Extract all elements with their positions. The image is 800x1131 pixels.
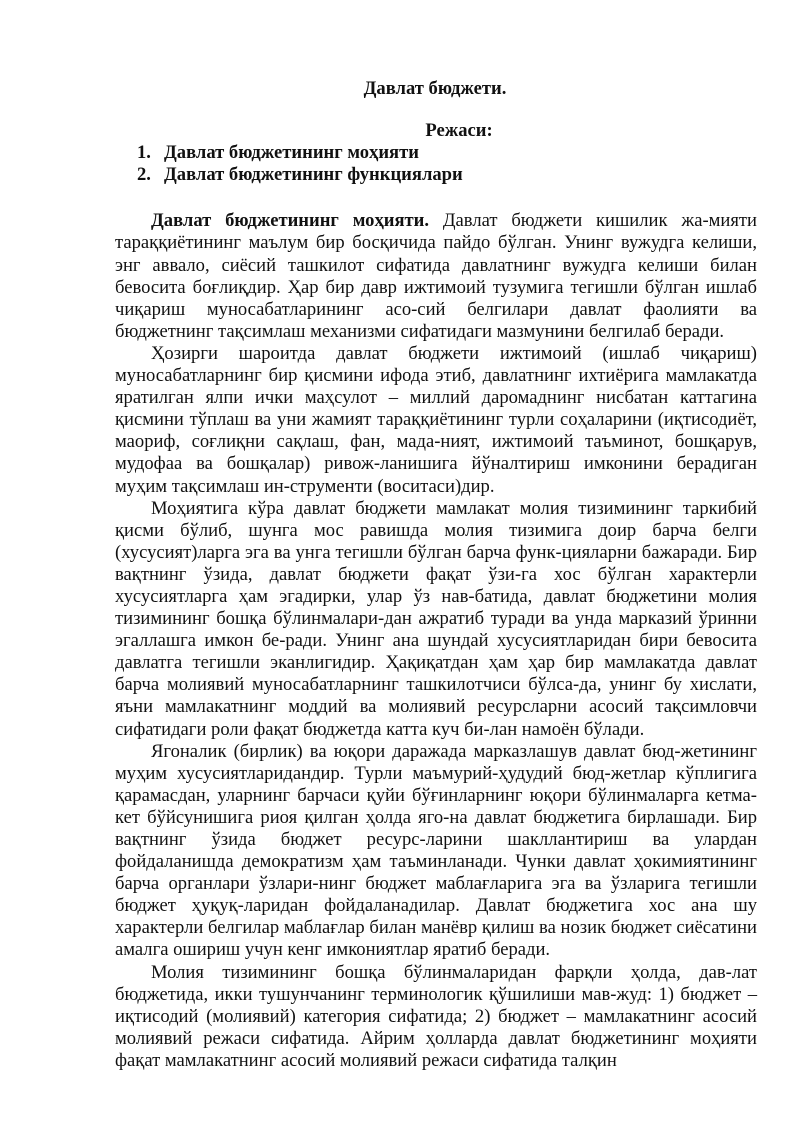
plan-item-number: 1. (137, 142, 151, 164)
plan-list (115, 142, 757, 186)
plan-item-number: 2. (137, 164, 151, 186)
paragraph (115, 741, 757, 962)
plan-item (115, 164, 757, 186)
paragraph-text: Ягоналик (бирлик) ва юқори даражада марказлашув давлат бюд-жетининг муҳим хусусиятларидандир. Турли маъмурий-ҳудудий бюд-жетлар кўплигига қарамасдан, уларнинг барчаси қуйи бўғинларнинг юқори бўлинмаларга кетма-кет бўйсунишига риоя қилган ҳолда яго-на давлат бюджетига бирлашади. Бир вақтнинг ўзида бюджет ресурс-ларини шакллантириш ва улардан фойдаланишда демократизм ҳам таъминланади. Чунки давлат ҳокимиятининг барча органлари ўзлари-нинг бюджет маблағларига эга ва ўзларига тегишли бюджет ҳуқуқ-ларидан фойдаланадилар. Давлат бюджетига хос ана шу характерли белгилар маблағлар билан манёвр қилиш ва нозик бюджет сиёсатини амалга ошириш учун кенг имкониятлар яратиб беради. (115, 740, 757, 961)
paragraph (115, 343, 757, 498)
body-text (115, 210, 757, 1072)
paragraph-text: Давлат бюджети кишилик жа-мияти тараққиётининг маълум бир босқичида пайдо бўлган. Унинг вужудга келиши, энг аввало, сиёсий ташкилот сифатида давлатнинг вужудга келиши билан бевосита боғлиқдир. Ҳар бир давр ижтимоий тузумига тегишли бўлган ишлаб чиқариш муносабатларининг асо-сий белгилари давлат фаолияти ва бюджетнинг тақсимлаш механизми сифатидаги мазмунини белгилаб беради. (115, 210, 757, 342)
paragraph (115, 498, 757, 741)
paragraph-text: Ҳозирги шароитда давлат бюджети ижтимоий (ишлаб чиқариш) муносабатларнинг бир қисмини ифода этиб, давлатнинг ихтиёрига мамлакатда яратилган ялпи ички маҳсулот – миллий даромаднинг нисбатан каттагина қисмини тўплаш ва уни жамият тараққиётининг турли соҳаларини (иқтисодиёт, маориф, соғлиқни сақлаш, фан, мада-ният, ижтимоий таъминот, бошқарув, мудофаа ва бошқалар) ривож-ланишига йўналтириш имконини берадиган муҳим тақсимлаш ин-струменти (воситаси)дир. (115, 342, 757, 497)
paragraph (115, 962, 757, 1072)
plan-item-text: Давлат бюджетининг моҳияти (164, 142, 419, 164)
plan-item (115, 142, 757, 164)
plan-heading: Режаси: (425, 120, 493, 142)
document-title: Давлат бюджети. (363, 78, 507, 99)
paragraph-text: Молия тизимининг бошқа бўлинмаларидан фарқли ҳолда, дав-лат бюджетида, икки тушунчанинг терминологик қўшилиши мав-жуд: 1) бюджет – иқтисодий (молиявий) категория сифатида; 2) бюджет – мамлакатнинг асосий молиявий режаси сифатида. Айрим ҳолларда давлат бюджетининг моҳияти фақат мамлакатнинг асосий молиявий режаси сифатида талқин (115, 961, 757, 1071)
paragraph-text: Моҳиятига кўра давлат бюджети мамлакат молия тизимининг таркибий қисми бўлиб, шунга мос равишда молия тизимига доир барча белги (хусусият)ларга эга ва унга тегишли бўлган барча функ-цияларни бажаради. Бир вақтнинг ўзида, давлат бюджети фақат ўзи-га хос бўлган характерли хусусиятларга ҳам эгадирки, улар ўз нав-батида, давлат бюджетини молия тизимининг бошқа бўлинмалари-дан ажратиб туради ва унда марказий ўринни эгаллашга имкон бе-ради. Унинг ана шундай хусусиятларидан бири бевосита давлатга тегишли эканлигидир. Ҳақиқатдан ҳам ҳар бир мамлакатда давлат барча молиявий муносабатларнинг ташкилотчиси бўлса-да, унинг бу хислати, яъни мамлакатнинг моддий ва молиявий ресурсларни асосий тақсимловчи сифатидаги роли фақат бюджетда катта куч би-лан намоён бўлади. (115, 497, 757, 740)
paragraph-lead: Давлат бюджетининг моҳияти. (151, 210, 430, 232)
paragraph (115, 210, 757, 343)
plan-item-text: Давлат бюджетининг функциялари (164, 164, 463, 186)
